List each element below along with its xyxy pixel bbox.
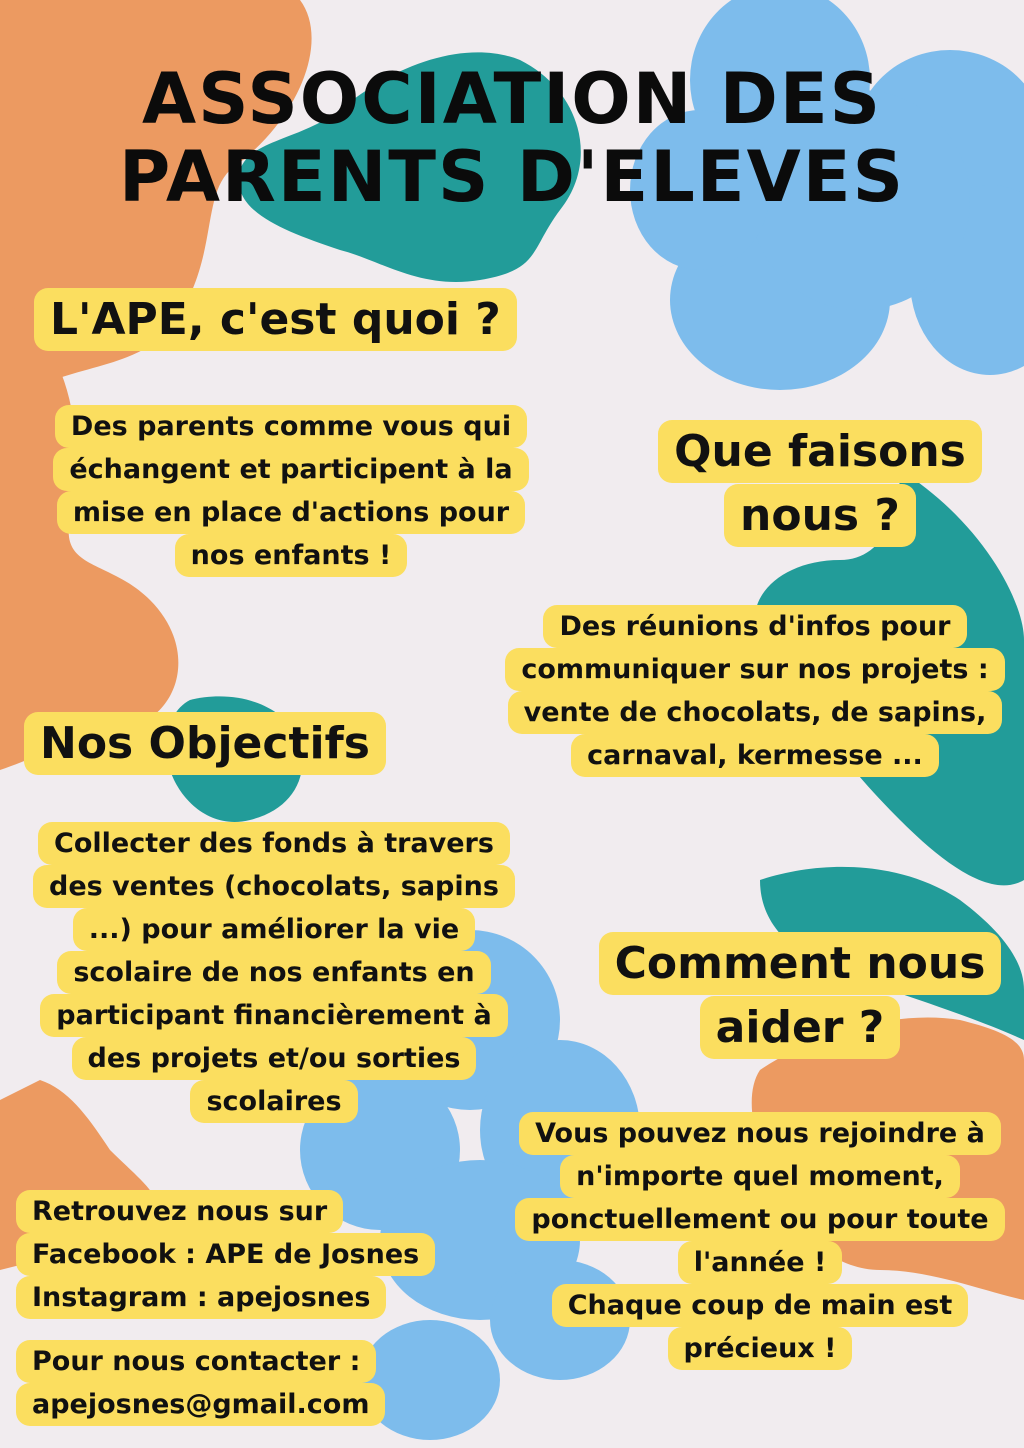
goals-paragraph [14, 822, 534, 1123]
help-heading-line-1: Comment nous [599, 932, 1002, 995]
what-paragraph [36, 405, 546, 577]
goals-heading [24, 712, 444, 776]
social-line: Instagram : apejosnes [16, 1276, 386, 1319]
contact-email-block [16, 1340, 476, 1426]
help-line: n'importe quel moment, [560, 1155, 960, 1198]
help-line: l'année ! [678, 1241, 843, 1284]
goals-heading-text: Nos Objectifs [24, 712, 386, 775]
goals-line: Collecter des fonds à travers [38, 822, 510, 865]
what-line: échangent et participent à la [53, 448, 528, 491]
contact-line: Pour nous contacter : [16, 1340, 376, 1383]
social-line: Facebook : APE de Josnes [16, 1233, 435, 1276]
activities-line: Des réunions d'infos pour [543, 605, 966, 648]
goals-line: participant financièrement à [40, 994, 507, 1037]
activities-paragraph [490, 605, 1020, 777]
contact-social-block [16, 1190, 476, 1319]
goals-line: scolaires [190, 1080, 357, 1123]
help-heading [590, 932, 1010, 1060]
what-heading-text: L'APE, c'est quoi ? [34, 288, 517, 351]
title-line-1: ASSOCIATION DES [141, 58, 883, 140]
goals-line: ...) pour améliorer la vie [73, 908, 475, 951]
activities-line: vente de chocolats, de sapins, [508, 691, 1003, 734]
activities-heading-line-1: Que faisons [658, 420, 982, 483]
activities-line: communiquer sur nos projets : [505, 648, 1004, 691]
help-line: ponctuellement ou pour toute [515, 1198, 1004, 1241]
contact-email: apejosnes@gmail.com [16, 1383, 385, 1426]
what-line: nos enfants ! [175, 534, 408, 577]
what-line: Des parents comme vous qui [55, 405, 527, 448]
help-heading-line-2: aider ? [700, 996, 901, 1059]
help-line: Chaque coup de main est [552, 1284, 969, 1327]
help-line: précieux ! [668, 1327, 853, 1370]
what-heading [34, 288, 554, 352]
title-line-2: PARENTS D'ELEVES [118, 136, 906, 218]
help-line: Vous pouvez nous rejoindre à [519, 1112, 1001, 1155]
poster-title [0, 60, 1024, 216]
activities-line: carnaval, kermesse ... [571, 734, 939, 777]
goals-line: des projets et/ou sorties [72, 1037, 477, 1080]
activities-heading-line-2: nous ? [724, 484, 916, 547]
what-line: mise en place d'actions pour [57, 491, 525, 534]
activities-heading [640, 420, 1000, 548]
help-paragraph [500, 1112, 1020, 1370]
goals-line: des ventes (chocolats, sapins [33, 865, 515, 908]
social-line: Retrouvez nous sur [16, 1190, 343, 1233]
goals-line: scolaire de nos enfants en [57, 951, 490, 994]
